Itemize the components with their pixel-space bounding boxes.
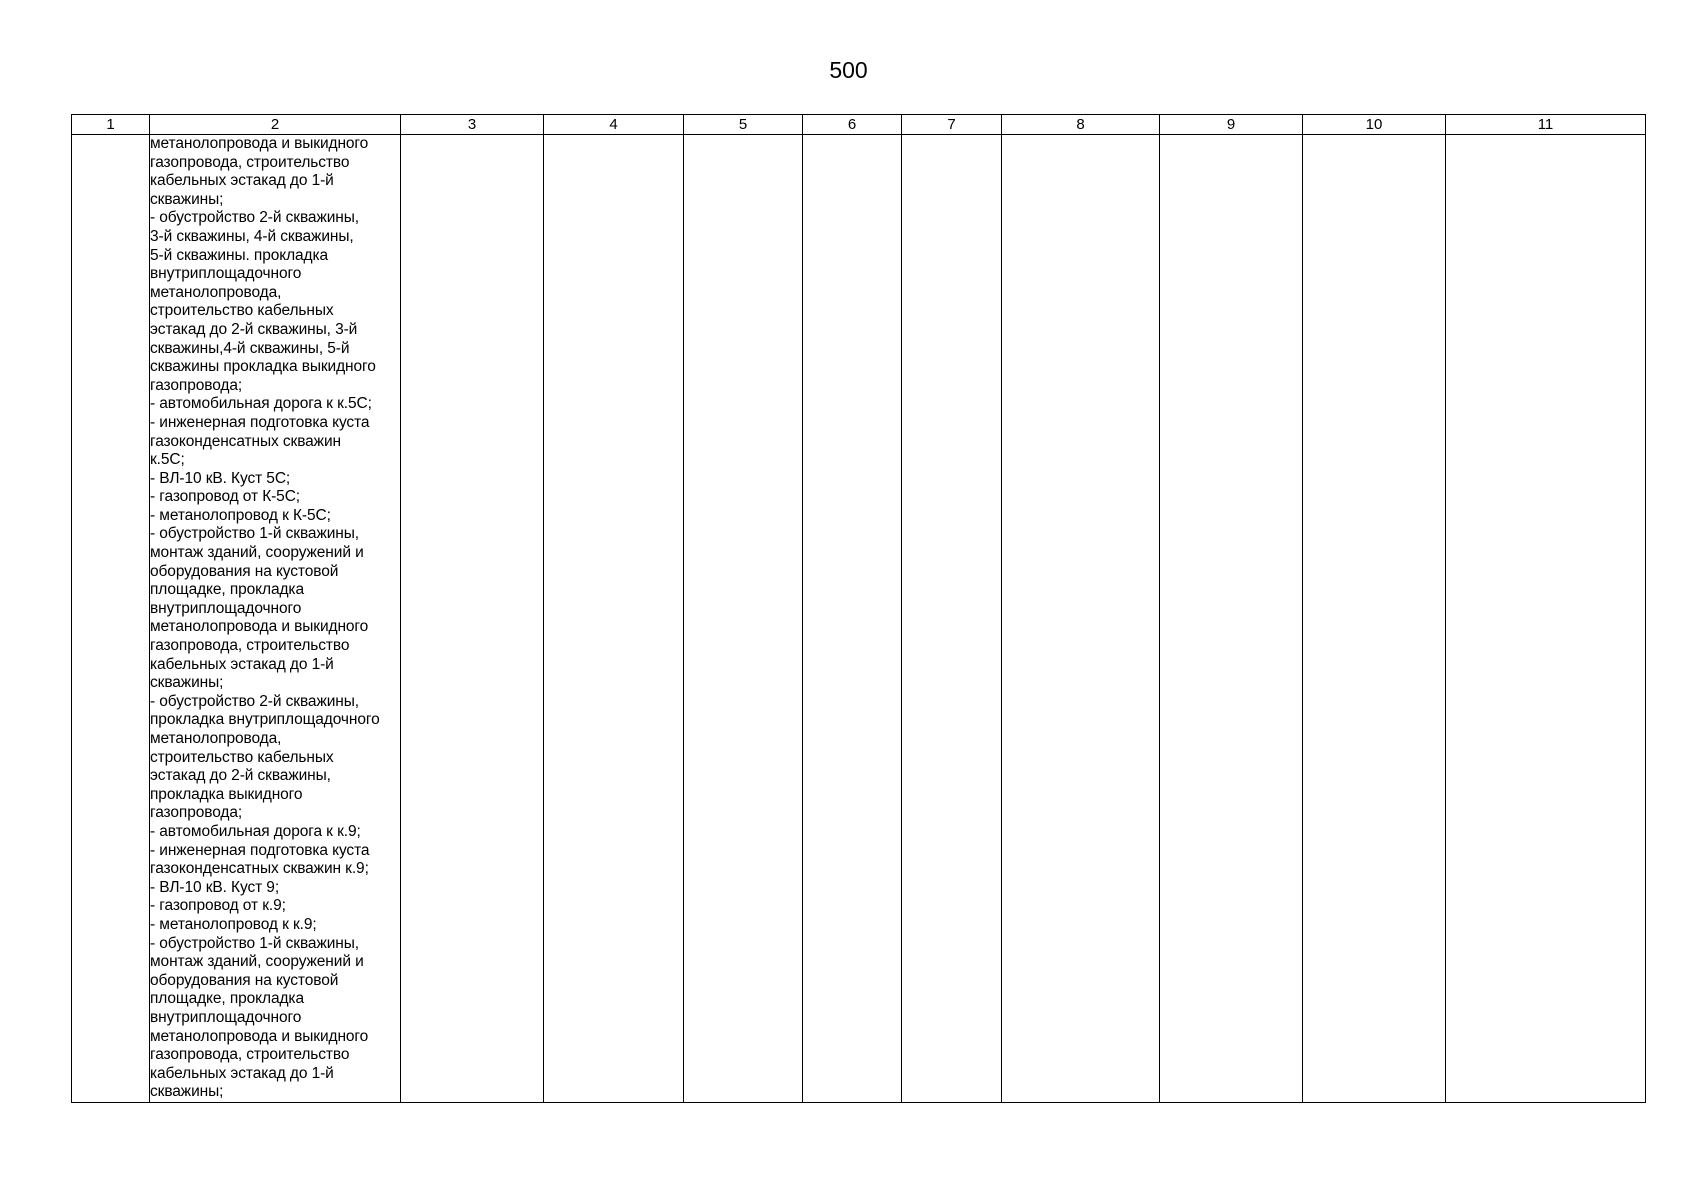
table-cell-col-6 [803, 135, 902, 1103]
column-header-8: 8 [1002, 115, 1160, 135]
table-cell-col-8 [1002, 135, 1160, 1103]
column-header-7: 7 [902, 115, 1002, 135]
table-row [72, 135, 1646, 1103]
table-cell-col-10 [1303, 135, 1446, 1103]
data-table [71, 114, 1646, 1103]
column-header-5: 5 [684, 115, 803, 135]
column-header-4: 4 [544, 115, 684, 135]
table-cell-col-7 [902, 135, 1002, 1103]
column-header-3: 3 [401, 115, 544, 135]
page-number: 500 [829, 57, 868, 83]
column-header-1: 1 [72, 115, 150, 135]
column-header-2: 2 [150, 115, 401, 135]
table-cell-col-1 [72, 135, 150, 1103]
table-cell-col-3 [401, 135, 544, 1103]
table-cell-col-11 [1446, 135, 1646, 1103]
table-cell-col-5 [684, 135, 803, 1103]
table-cell-col-4 [544, 135, 684, 1103]
column-header-10: 10 [1303, 115, 1446, 135]
work-description-cell: метанолопровода и выкидного газопровода, строительство кабельных эстакад до 1-й скважины; - обустройство 2-й скважины, 3-й скважины, 4-й скважины, 5-й скважины. прокладка внутриплощадочного метанолопровода, строительство кабельных эстакад до 2-й скважины, 3-й скважины,4-й скважины, 5-й скважины прокладка выкидного газопровода; - автомобильная дорога к к.5С; - инженерная подготовка куста газоконденсатных скважин к.5С; - ВЛ-10 кВ. Куст 5С; - газопровод от К-5С; - метанолопровод к К-5С; - обустройство 1-й скважины, монтаж зданий, сооружений и оборудования на кустовой площадке, прокладка внутриплощадочного метанолопровода и выкидного газопровода, строительство кабельных эстакад до 1-й скважины; - обустройство 2-й скважины, прокладка внутриплощадочного метанолопровода, строительство кабельных эстакад до 2-й скважины, прокладка выкидного газопровода; - автомобильная дорога к к.9; - инженерная подготовка куста газоконденсатных скважин к.9; - ВЛ-10 кВ. Куст 9; - газопровод от к.9; - метанолопровод к к.9; - обустройство 1-й скважины, монтаж зданий, сооружений и оборудования на кустовой площадке, прокладка внутриплощадочного метанолопровода и выкидного газопровода, строительство кабельных эстакад до 1-й скважины; [150, 135, 401, 1103]
column-header-6: 6 [803, 115, 902, 135]
table-cell-col-9 [1160, 135, 1303, 1103]
header-row [72, 115, 1646, 135]
column-header-11: 11 [1446, 115, 1646, 135]
column-header-9: 9 [1160, 115, 1303, 135]
